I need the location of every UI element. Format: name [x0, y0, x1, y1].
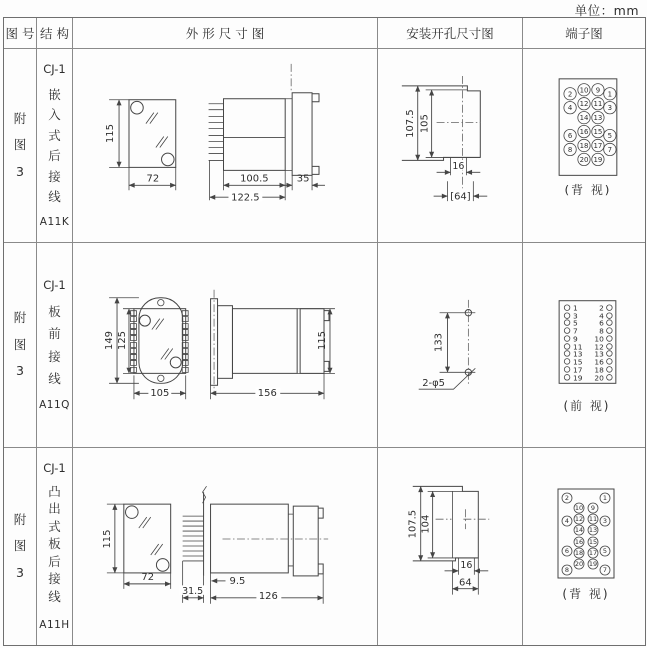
- figure-char: 图: [13, 336, 27, 352]
- svg-text:20: 20: [574, 560, 584, 569]
- svg-text:6: 6: [599, 318, 604, 328]
- outline-svg-a11h: [73, 448, 377, 645]
- svg-text:17: 17: [573, 365, 583, 375]
- hatch-marks: [152, 319, 173, 360]
- svg-text:12: 12: [594, 342, 604, 352]
- svg-text:7: 7: [607, 145, 613, 154]
- view-caption: (背 视): [562, 587, 610, 601]
- svg-text:18: 18: [579, 141, 589, 150]
- model-label: CJ-1: [43, 460, 66, 475]
- terminal-circles: [562, 493, 610, 575]
- svg-text:11: 11: [573, 342, 583, 352]
- terminal-numbers: [565, 494, 607, 574]
- code-label: A11K: [39, 215, 70, 228]
- svg-text:10: 10: [579, 86, 589, 95]
- dim-body: 100.5: [240, 173, 269, 185]
- svg-text:15: 15: [588, 538, 598, 547]
- dim-length: 126: [258, 590, 278, 602]
- svg-text:2: 2: [564, 494, 570, 503]
- svg-text:5: 5: [602, 547, 608, 556]
- svg-text:1: 1: [573, 303, 578, 313]
- structure-cell-row2: [37, 243, 73, 448]
- mounting-svg-a11h: [378, 448, 522, 645]
- mounting-tabs: [312, 94, 319, 175]
- terminal-pins: [209, 104, 224, 161]
- terminal-strip-left: [130, 311, 136, 373]
- structure-char: 嵌: [48, 86, 61, 102]
- svg-text:15: 15: [573, 357, 583, 367]
- structure-char: 式: [48, 127, 61, 143]
- svg-text:20: 20: [594, 373, 604, 383]
- structure-char: 线: [48, 371, 61, 386]
- svg-text:8: 8: [564, 566, 570, 575]
- svg-text:2: 2: [567, 90, 573, 99]
- svg-text:14: 14: [574, 526, 584, 535]
- dim-slot: 16: [460, 559, 473, 571]
- structure-char: 接: [48, 571, 61, 587]
- svg-text:8: 8: [567, 145, 573, 154]
- svg-text:19: 19: [573, 373, 583, 383]
- figure-cell-row2: [4, 243, 37, 448]
- dim-width: 72: [141, 571, 155, 583]
- dim-inner-height: 125: [116, 331, 128, 351]
- dim-total: 122.5: [231, 192, 260, 204]
- figure-char: 3: [16, 363, 24, 379]
- svg-text:19: 19: [593, 155, 603, 164]
- structure-char: 出: [48, 501, 61, 517]
- side-view: [209, 64, 325, 204]
- dim-width: 105: [150, 388, 170, 400]
- figure-char: 附: [13, 310, 27, 326]
- outline-drawing-row1: [73, 49, 378, 243]
- svg-text:17: 17: [593, 141, 603, 150]
- dim-offset: 9.5: [229, 575, 246, 587]
- svg-text:1: 1: [602, 494, 608, 503]
- structure-cell-row3: [37, 448, 73, 645]
- model-label: CJ-1: [43, 278, 66, 292]
- svg-text:13: 13: [593, 114, 603, 123]
- figure-char: 图: [13, 538, 27, 554]
- front-view: [104, 298, 188, 400]
- figure-char: 附: [13, 511, 27, 527]
- figure-cell-row1: [4, 49, 37, 243]
- spec-table: [3, 17, 646, 646]
- figure-char: 图: [13, 137, 27, 153]
- dim-slot: 16: [452, 160, 465, 172]
- terminal-svg-a11h: [523, 448, 645, 645]
- outline-drawing-row2: [73, 243, 378, 448]
- svg-text:13: 13: [588, 526, 598, 535]
- svg-text:4: 4: [567, 104, 573, 113]
- svg-text:18: 18: [574, 549, 584, 558]
- svg-text:11: 11: [593, 100, 603, 109]
- svg-text:16: 16: [574, 538, 584, 547]
- svg-text:13: 13: [594, 349, 604, 359]
- svg-text:9: 9: [595, 86, 601, 95]
- terminal-svg-a11k: [523, 49, 645, 242]
- svg-text:8: 8: [599, 326, 604, 336]
- structure-char: 后: [48, 148, 61, 163]
- figure-char: 3: [16, 564, 24, 580]
- header-terminal: 端子图: [523, 18, 645, 49]
- side-view: [211, 290, 335, 399]
- dim-flange: 35: [296, 173, 310, 185]
- svg-text:6: 6: [567, 132, 573, 141]
- header-mounting: 安装开孔尺寸图: [378, 18, 523, 49]
- front-view: [102, 504, 171, 589]
- svg-text:5: 5: [573, 318, 578, 328]
- svg-text:4: 4: [599, 311, 604, 321]
- mounting-drawing-row3: [378, 448, 523, 645]
- figure-char: 3: [16, 163, 24, 179]
- dim-outer: 107.5: [407, 509, 419, 539]
- centerlines: [436, 509, 490, 529]
- dim-length: 156: [257, 388, 277, 400]
- svg-text:5: 5: [607, 132, 613, 141]
- mounting-drawing-row1: [378, 49, 523, 243]
- terminal-numbers: [573, 304, 604, 383]
- structure-char: 板: [48, 536, 61, 552]
- model-label: CJ-1: [43, 62, 66, 76]
- outline-svg-a11k: [73, 49, 377, 242]
- outline-drawing-row3: [73, 448, 378, 645]
- svg-text:10: 10: [574, 504, 584, 513]
- hatch-marks: [139, 517, 163, 555]
- mounting-tabs: [318, 508, 323, 574]
- header-outline: 外 形 尺 寸 图: [73, 18, 378, 49]
- outline-svg-a11q: [73, 243, 377, 447]
- svg-text:4: 4: [564, 517, 570, 526]
- svg-text:10: 10: [594, 334, 604, 344]
- terminal-drawing-row1: [523, 49, 645, 243]
- terminal-drawing-row3: [523, 448, 645, 645]
- figure-char: 附: [13, 110, 27, 126]
- dim-height: 115: [105, 124, 117, 144]
- dim-width: 72: [146, 173, 160, 185]
- svg-text:19: 19: [588, 560, 598, 569]
- structure-char: 后: [48, 553, 61, 569]
- structure-char: 线: [48, 588, 61, 604]
- view-caption: (背 视): [564, 183, 612, 198]
- structure-char: 入: [48, 107, 61, 122]
- hatch-marks: [146, 113, 168, 148]
- svg-text:20: 20: [579, 155, 589, 164]
- terminal-pins: [183, 516, 204, 561]
- svg-text:16: 16: [594, 357, 604, 367]
- structure-char: 线: [48, 189, 61, 204]
- structure-cell-row1: [37, 49, 73, 243]
- svg-text:15: 15: [593, 128, 603, 137]
- svg-text:3: 3: [602, 517, 608, 526]
- side-view: [180, 486, 329, 604]
- svg-text:2: 2: [599, 303, 604, 313]
- dim-pin: 31.5: [182, 585, 204, 597]
- view-caption: (前 视): [563, 399, 611, 414]
- front-view: [105, 100, 176, 191]
- structure-char: 接: [48, 348, 61, 364]
- structure-char: 板: [48, 303, 61, 319]
- code-label: A11Q: [39, 398, 70, 411]
- dim-inner: 105: [419, 114, 431, 134]
- terminal-svg-a11q: [523, 243, 645, 447]
- unit-label: 单位：mm: [574, 3, 639, 18]
- svg-text:12: 12: [574, 515, 584, 524]
- structure-char: 接: [48, 168, 61, 184]
- dim-width: [64]: [450, 191, 471, 203]
- svg-text:14: 14: [579, 114, 589, 123]
- svg-text:18: 18: [594, 365, 604, 375]
- svg-text:3: 3: [573, 311, 578, 321]
- svg-text:9: 9: [590, 504, 596, 513]
- svg-text:6: 6: [564, 547, 570, 556]
- mounting-svg-a11k: [378, 49, 522, 242]
- mounting-svg-a11q: [378, 243, 522, 447]
- dim-width: 64: [459, 577, 472, 589]
- dim-outer: 107.5: [404, 109, 416, 138]
- dim-inner: 104: [420, 514, 432, 534]
- dim-height: 115: [101, 529, 113, 549]
- terminal-circles: [564, 305, 612, 383]
- svg-text:3: 3: [607, 104, 613, 113]
- mounting-drawing-row2: [378, 243, 523, 448]
- svg-text:9: 9: [573, 334, 578, 344]
- svg-text:17: 17: [588, 549, 598, 558]
- svg-text:13: 13: [573, 349, 583, 359]
- hole-spec: 2-φ5: [422, 378, 446, 390]
- terminal-drawing-row2: [523, 243, 645, 448]
- svg-text:12: 12: [579, 100, 589, 109]
- header-structure: 结 构: [37, 18, 73, 49]
- svg-text:7: 7: [602, 566, 608, 575]
- header-figure: 图 号: [4, 18, 37, 49]
- structure-char: 前: [48, 326, 61, 341]
- svg-text:11: 11: [588, 515, 598, 524]
- structure-char: 式: [48, 518, 61, 534]
- code-label: A11H: [39, 618, 70, 631]
- structure-char: 凸: [48, 483, 61, 499]
- dim-outer-height: 149: [104, 331, 116, 351]
- hole-ticks: [440, 313, 476, 373]
- dim-height: 115: [317, 331, 329, 351]
- figure-cell-row3: [4, 448, 37, 645]
- dim-pitch: 133: [433, 333, 445, 353]
- svg-text:16: 16: [579, 128, 589, 137]
- svg-text:1: 1: [607, 90, 613, 99]
- svg-text:7: 7: [573, 326, 578, 336]
